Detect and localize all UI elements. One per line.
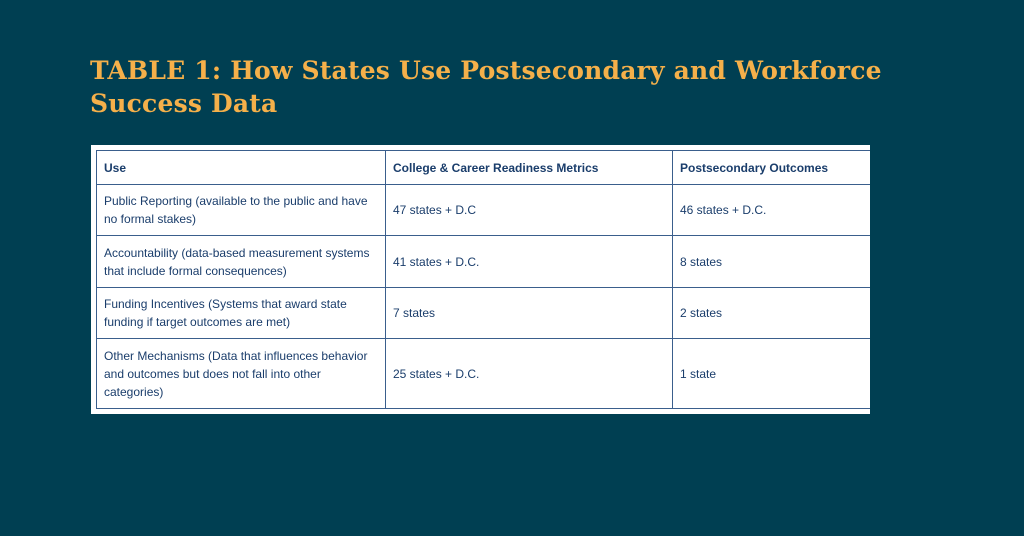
- use-cell: Accountability (data-based measurement systems that include formal consequences): [97, 236, 386, 288]
- data-table: [96, 150, 870, 409]
- outcomes-cell: 2 states: [673, 288, 871, 339]
- page-title: TABLE 1: How States Use Postsecondary and Workforce Success Data: [90, 56, 882, 118]
- header-postsecondary-outcomes: Postsecondary Outcomes: [673, 151, 871, 185]
- table-row: [97, 288, 871, 339]
- readiness-cell: 7 states: [386, 288, 673, 339]
- table-header-row: [97, 151, 871, 185]
- header-readiness-metrics: College & Career Readiness Metrics: [386, 151, 673, 185]
- readiness-cell: 25 states + D.C.: [386, 339, 673, 409]
- readiness-cell: 47 states + D.C: [386, 185, 673, 236]
- table-row: [97, 339, 871, 409]
- header-use: Use: [97, 151, 386, 185]
- outcomes-cell: 8 states: [673, 236, 871, 288]
- use-cell: Funding Incentives (Systems that award state funding if target outcomes are met): [97, 288, 386, 339]
- outcomes-cell: 46 states + D.C.: [673, 185, 871, 236]
- data-table-container: [91, 145, 870, 414]
- outcomes-cell: 1 state: [673, 339, 871, 409]
- use-cell: Public Reporting (available to the public and have no formal stakes): [97, 185, 386, 236]
- table-row: [97, 236, 871, 288]
- use-cell: Other Mechanisms (Data that influences behavior and outcomes but does not fall into other categories): [97, 339, 386, 409]
- readiness-cell: 41 states + D.C.: [386, 236, 673, 288]
- table-row: [97, 185, 871, 236]
